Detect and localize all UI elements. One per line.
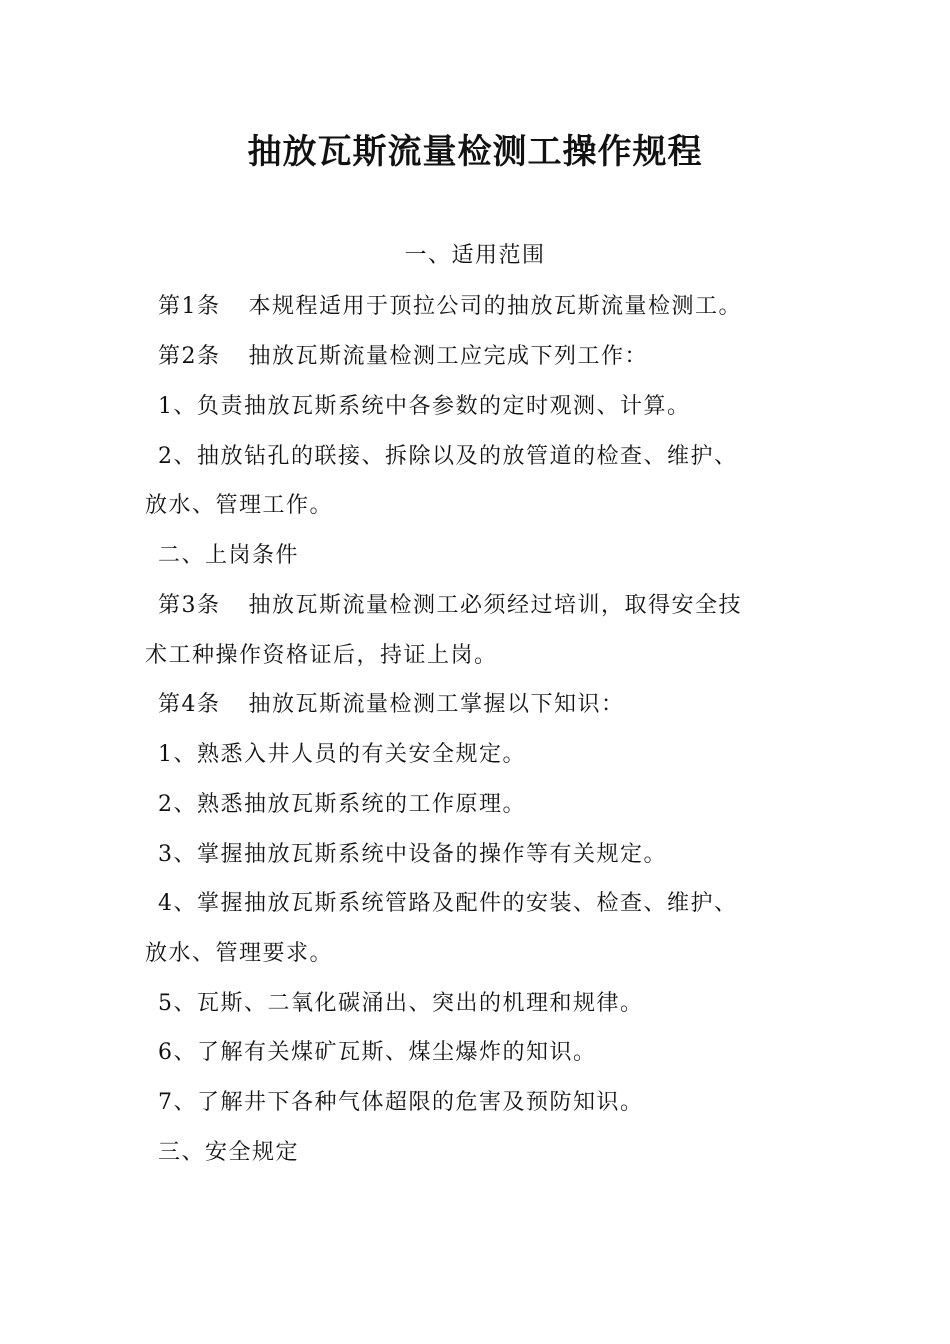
article-3-continuation: 术工种操作资格证后，持证上岗。 (145, 643, 498, 668)
article-1-text: 本规程适用于顶拉公司的抽放瓦斯流量检测工。 (248, 294, 743, 319)
list-item: 1、负责抽放瓦斯系统中各参数的定时观测、计算。 (158, 394, 691, 419)
article-2-label: 第2条 (158, 344, 221, 369)
section-heading-qualifications: 二、上岗条件 (158, 543, 300, 568)
article-2-text: 抽放瓦斯流量检测工应完成下列工作： (248, 344, 649, 369)
list-item: 2、抽放钻孔的联接、拆除以及的放管道的检查、维护、 (158, 444, 738, 469)
list-item: 5、瓦斯、二氧化碳涌出、突出的机理和规律。 (158, 991, 644, 1016)
article-3 (158, 590, 742, 622)
article-4-text: 抽放瓦斯流量检测工掌握以下知识： (248, 692, 625, 717)
section-heading-safety: 三、安全规定 (158, 1140, 300, 1165)
article-4-label: 第4条 (158, 692, 221, 717)
list-item: 4、掌握抽放瓦斯系统管路及配件的安装、检查、维护、 (158, 891, 738, 916)
list-item-continuation: 放水、管理要求。 (145, 941, 334, 966)
article-1 (158, 291, 742, 323)
list-item: 2、熟悉抽放瓦斯系统的工作原理。 (158, 792, 526, 817)
list-item: 7、了解井下各种气体超限的危害及预防知识。 (158, 1090, 644, 1115)
article-3-text: 抽放瓦斯流量检测工必须经过培训，取得安全技 (248, 593, 743, 618)
list-item: 3、掌握抽放瓦斯系统中设备的操作等有关规定。 (158, 842, 667, 867)
article-2 (158, 341, 648, 373)
list-item-continuation: 放水、管理工作。 (145, 493, 334, 518)
article-4 (158, 689, 625, 721)
document-title: 抽放瓦斯流量检测工操作规程 (247, 132, 703, 172)
article-3-label: 第3条 (158, 593, 221, 618)
list-item: 1、熟悉入井人员的有关安全规定。 (158, 742, 526, 767)
section-heading-scope: 一、适用范围 (404, 243, 546, 268)
list-item: 6、了解有关煤矿瓦斯、煤尘爆炸的知识。 (158, 1040, 597, 1065)
article-1-label: 第1条 (158, 294, 221, 319)
